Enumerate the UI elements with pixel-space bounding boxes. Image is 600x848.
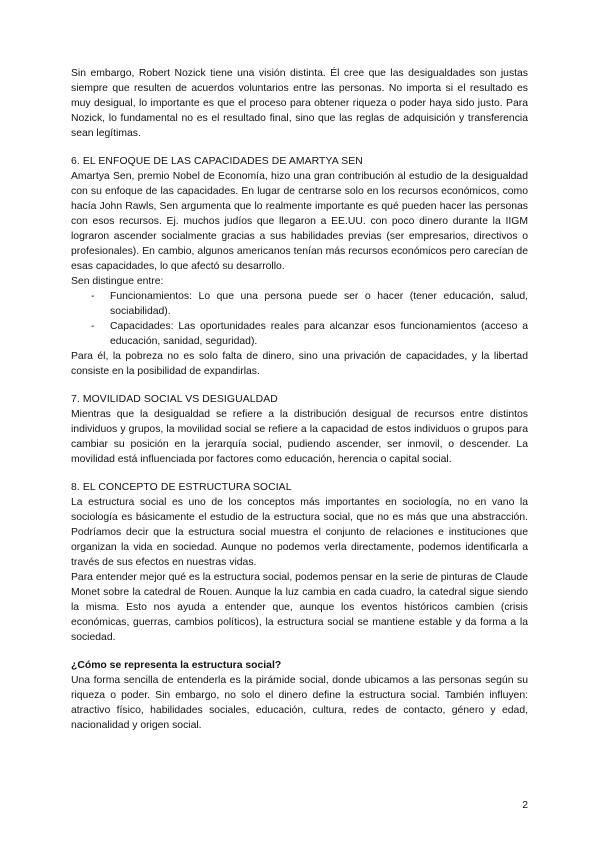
section-8-paragraph-3: Una forma sencilla de entenderla es la pirámide social, donde ubicamos a las personas según su riqueza o poder. Sin embargo, no solo el dinero define la estructura social. También influyen: atractivo físico, habilidades sociales, educación, cultura, redes de contacto, género y edad, nacionalidad y origen social. bbox=[71, 675, 528, 731]
section-8-paragraph-1: La estructura social es uno de los conceptos más importantes en sociología, no en vano la sociología es básicamente el estudio de la estructura social, que no es más que una abstracción. Podríamos decir que la estructura social muestra el conjunto de relaciones e instituciones que organizan la vida en sociedad. Aunque no podemos verla directamente, podemos identificarla a través de sus efectos en nuestras vidas. bbox=[71, 497, 528, 568]
section-7-paragraph: Mientras que la desigualdad se refiere a la distribución desigual de recursos entre distintos individuos y grupos, la movilidad social se refiere a la capacidad de estos individuos o grupos para cambiar su posición en la jerarquía social, pudiendo ascender, ser inmovil, o descender. La movilidad está influenciada por factores como educación, herencia o capital social. bbox=[71, 409, 528, 465]
section-6-paragraph: Amartya Sen, premio Nobel de Economía, hizo una gran contribución al estudio de la desigualdad con su enfoque de las capacidades. En lugar de centrarse solo en los recursos económicos, como hacía John Rawls, Sen argumenta que lo realmente importante es qué pueden hacer las personas con esos recursos. Ej. muchos judíos que llegaron a EE.UU. con poco dinero durante la IIGM lograron ascender socialmente gracias a sus habilidades previas (ser empresarios, directivos o profesionales). En cambio, algunos americanos tenían más recursos económicos pero carecían de esas capacidades, lo que afectó su desarrollo. bbox=[71, 171, 528, 272]
dash-bullet: - bbox=[91, 291, 95, 302]
page-number: 2 bbox=[522, 800, 528, 811]
capabilities-list bbox=[71, 289, 528, 349]
intro-paragraph: Sin embargo, Robert Nozick tiene una visión distinta. Él cree que las desigualdades son justas siempre que resulten de acuerdos voluntarios entre las personas. No importa si el resultado es muy desigual, lo importante es que el proceso para obtener riqueza o poder haya sido justo. Para Nozick, lo fundamental no es el resultado final, sino que las reglas de adquisición y transferencia sean legítimas. bbox=[71, 68, 528, 139]
list-item bbox=[71, 319, 528, 349]
page-content bbox=[71, 66, 528, 733]
section-6-closing: Para él, la pobreza no es solo falta de dinero, sino una privación de capacidades, y la libertad consiste en la posibilidad de expandirlas. bbox=[71, 351, 528, 377]
section-8-subheading: ¿Cómo se representa la estructura social? bbox=[71, 660, 282, 671]
list-item bbox=[71, 289, 528, 319]
section-8-heading: 8. EL CONCEPTO DE ESTRUCTURA SOCIAL bbox=[71, 482, 292, 493]
section-8-paragraph-2: Para entender mejor qué es la estructura social, podemos pensar en la serie de pinturas de Claude Monet sobre la catedral de Rouen. Aunque la luz cambia en cada cuadro, la catedral sigue siendo la misma. Esto nos ayuda a entender que, aunque los eventos históricos cambien (crisis económicas, guerras, cambios políticos), la estructura social se mantiene estable y da forma a la sociedad. bbox=[71, 572, 528, 643]
dash-bullet: - bbox=[91, 321, 95, 332]
list-item-text: Capacidades: Las oportunidades reales para alcanzar esos funcionamientos (acceso a educación, sanidad, seguridad). bbox=[110, 321, 528, 347]
section-6-heading: 6. EL ENFOQUE DE LAS CAPACIDADES DE AMARTYA SEN bbox=[71, 156, 363, 167]
list-item-text: Funcionamientos: Lo que una persona puede ser o hacer (tener educación, salud, sociabilidad). bbox=[110, 291, 528, 317]
section-6-list-intro: Sen distingue entre: bbox=[71, 276, 164, 287]
section-7-heading: 7. MOVILIDAD SOCIAL VS DESIGUALDAD bbox=[71, 394, 278, 405]
